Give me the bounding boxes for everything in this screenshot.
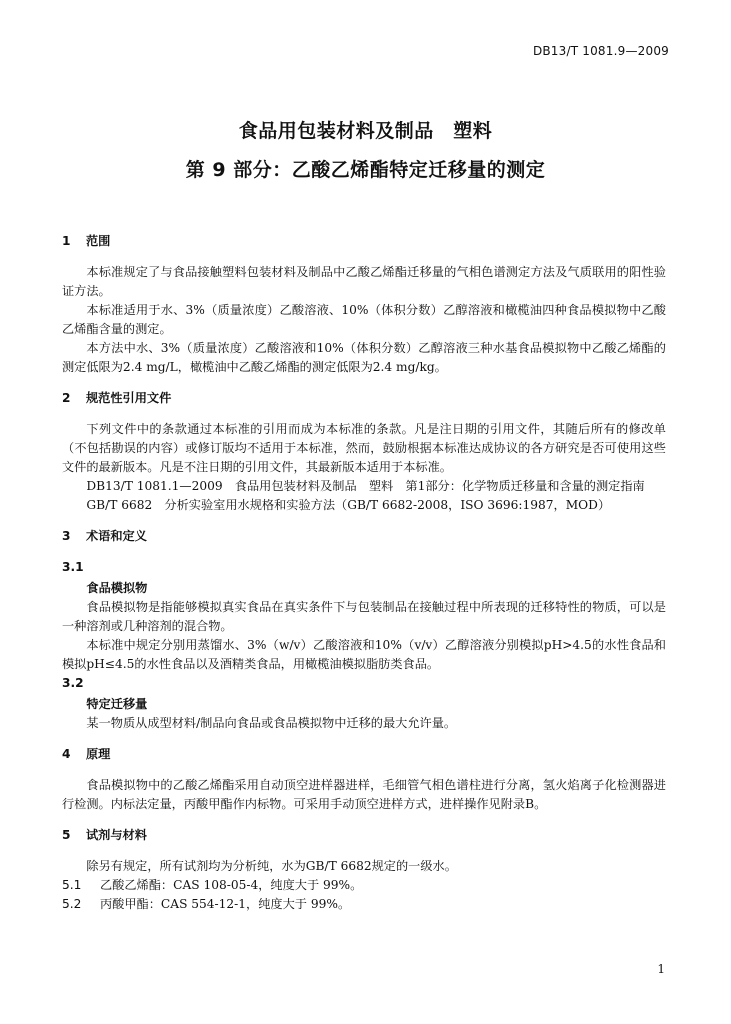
section-number: 5 bbox=[62, 828, 71, 842]
paragraph: 下列文件中的条款通过本标准的引用而成为本标准的条款。凡是注日期的引用文件，其随后所有的修改单（不包括勘误的内容）或修订版均不适用于本标准，然而，鼓励根据本标准达成协议的各方研究是否可使用这些文件的最新版本。凡是不注日期的引用文件，其最新版本适用于本标准。 bbox=[62, 422, 666, 474]
item-number: 5.1 bbox=[62, 878, 82, 892]
list-item bbox=[62, 876, 666, 895]
item-text: 乙酸乙烯酯：CAS 108-05-4，纯度大于 99%。 bbox=[100, 878, 363, 892]
list-item bbox=[62, 895, 666, 914]
term-name: 特定迁移量 bbox=[86, 697, 148, 711]
section-number: 3 bbox=[62, 529, 71, 543]
paragraph: 本方法中水、3%（质量浓度）乙酸溶液和10%（体积分数）乙醇溶液三种水基食品模拟物中乙酸乙烯酯的测定低限为2.4 mg/L，橄榄油中乙酸乙烯酯的测定低限为2.4 mg/kg。 bbox=[62, 341, 666, 374]
term-definition: 食品模拟物是指能够模拟真实食品在真实条件下与包装制品在接触过程中所表现的迁移特性的物质，可以是一种溶剂或几种溶剂的混合物。 bbox=[62, 600, 666, 633]
reference-entry: DB13/T 1081.1—2009 食品用包装材料及制品 塑料 第1部分：化学物质迁移量和含量的测定指南 bbox=[86, 479, 645, 493]
section-title: 规范性引用文件 bbox=[86, 391, 172, 405]
item-text: 丙酸甲酯：CAS 554-12-1，纯度大于 99%。 bbox=[100, 897, 351, 911]
term-definition: 本标准中规定分别用蒸馏水、3%（w/v）乙酸溶液和10%（v/v）乙醇溶液分别模拟pH>4.5的水性食品和模拟pH≤4.5的水性食品以及酒精类食品，用橄榄油模拟脂肪类食品。 bbox=[62, 638, 666, 671]
section-number: 2 bbox=[62, 391, 71, 405]
section-title: 范围 bbox=[86, 234, 111, 248]
standard-code: DB13/T 1081.9—2009 bbox=[532, 44, 669, 58]
paragraph: 本标准适用于水、3%（质量浓度）乙酸溶液、10%（体积分数）乙醇溶液和橄榄油四种食品模拟物中乙酸乙烯酯含量的测定。 bbox=[62, 303, 666, 336]
section-title: 原理 bbox=[86, 747, 111, 761]
clause-number: 3.1 bbox=[62, 560, 84, 574]
section-number: 1 bbox=[62, 234, 71, 248]
clause-number: 3.2 bbox=[62, 676, 84, 690]
section-heading-reagents bbox=[62, 826, 666, 845]
section-heading-terms bbox=[62, 527, 666, 546]
document-body bbox=[62, 232, 666, 914]
document-title: 食品用包装材料及制品 塑料 bbox=[238, 120, 493, 142]
section-title: 术语和定义 bbox=[86, 529, 147, 543]
paragraph: 食品模拟物中的乙酸乙烯酯采用自动顶空进样器进样，毛细管气相色谱柱进行分离，氢火焰离子化检测器进行检测。内标法定量，丙酸甲酯作内标物。可采用手动顶空进样方式，进样操作见附录B。 bbox=[62, 778, 666, 811]
term-definition: 某一物质从成型材料/制品向食品或食品模拟物中迁移的最大允许量。 bbox=[86, 716, 457, 730]
item-number: 5.2 bbox=[62, 897, 82, 911]
reference-entry: GB/T 6682 分析实验室用水规格和实验方法（GB/T 6682-2008，ISO 3696:1987，MOD） bbox=[86, 498, 611, 512]
term-name: 食品模拟物 bbox=[86, 581, 148, 595]
paragraph: 本标准规定了与食品接触塑料包装材料及制品中乙酸乙烯酯迁移量的气相色谱测定方法及气质联用的阳性验证方法。 bbox=[62, 265, 666, 298]
section-title: 试剂与材料 bbox=[86, 828, 147, 842]
document-subtitle: 第 9 部分：乙酸乙烯酯特定迁移量的测定 bbox=[185, 159, 546, 181]
section-heading-principle bbox=[62, 745, 666, 764]
paragraph: 除另有规定，所有试剂均为分析纯，水为GB/T 6682规定的一级水。 bbox=[86, 859, 457, 873]
section-number: 4 bbox=[62, 747, 71, 761]
page-number: 1 bbox=[657, 962, 665, 976]
section-heading-scope bbox=[62, 232, 666, 251]
section-heading-normative-references bbox=[62, 389, 666, 408]
